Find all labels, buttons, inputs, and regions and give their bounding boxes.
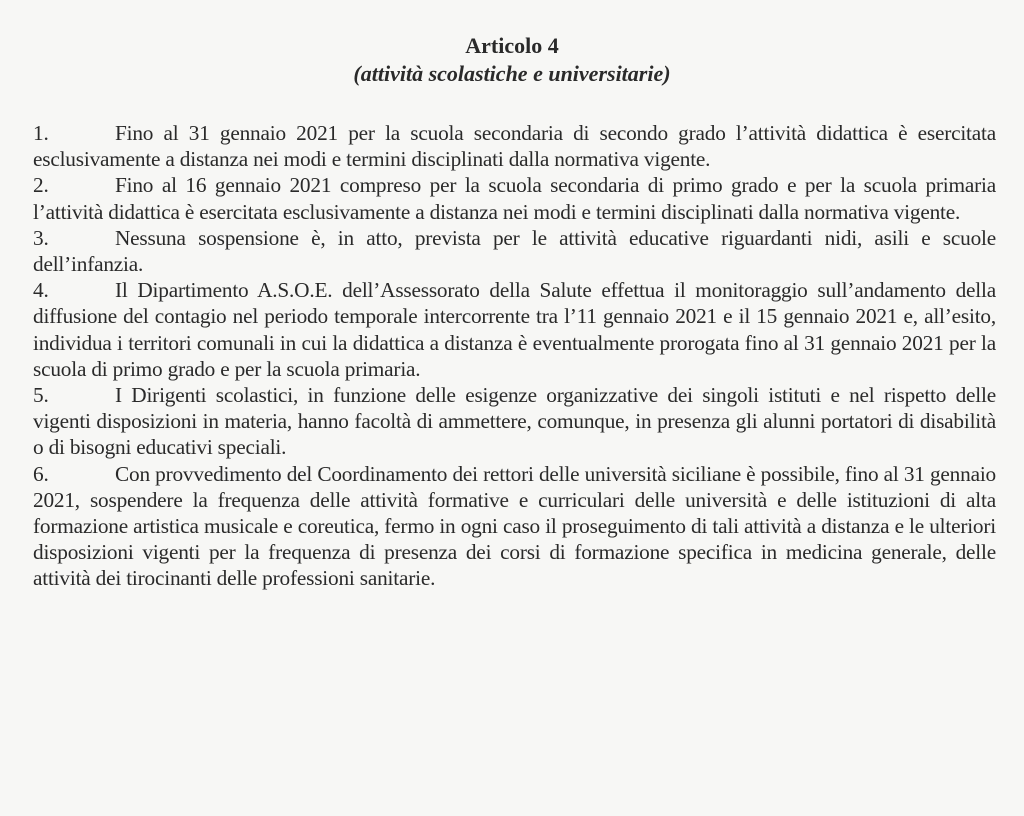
paragraph-text: Il Dipartimento A.S.O.E. dell’Assessorato della Salute effettua il monitoraggio sull’andamento della diffusione del contagio nel periodo temporale intercorrente tra l’11 gennaio 2021 e il 15 gennaio 2021 e, all’esito, individua i territori comunali in cui la didattica a distanza è eventualmente prorogata fino al 31 gennaio 2021 per la scuola di primo grado e per la scuola primaria. [33, 278, 996, 381]
paragraph-number: 2. [33, 173, 49, 198]
paragraph-number: 6. [33, 461, 49, 486]
paragraph-6 [33, 461, 996, 592]
paragraph-3 [33, 225, 996, 277]
paragraph-number: 1. [33, 121, 49, 145]
paragraph-text: Con provvedimento del Coordinamento dei rettori delle università siciliane è possibile, fino al 31 gennaio 2021, sospendere la frequenza delle attività formative e curriculari delle università e delle istituzioni di alta formazione artistica musicale e coreutica, fermo in ogni caso il proseguimento di tali attività a distanza e le ulteriori disposizioni vigenti per la frequenza di presenza dei corsi di formazione specifica in medicina generale, delle attività dei tirocinanti delle professioni sanitarie. [33, 461, 996, 591]
paragraph-number: 4. [33, 278, 49, 303]
paragraph-text: Nessuna sospensione è, in atto, prevista per le attività educative riguardanti nidi, asili e scuole dell’infanzia. [33, 225, 996, 277]
paragraph-number: 5. [33, 383, 49, 408]
paragraph-text: Fino al 16 gennaio 2021 compreso per la scuola secondaria di primo grado e per la scuola primaria l’attività didattica è esercitata esclusivamente a distanza nei modi e termini disciplinati dalla normativa vigente. [33, 173, 996, 224]
article-subtitle: (attività scolastiche e universitarie) [353, 61, 671, 86]
paragraph-5 [33, 382, 996, 461]
paragraph-text: Fino al 31 gennaio 2021 per la scuola secondaria di secondo grado l’attività didattica è esercitata esclusivamente a distanza nei modi e termini disciplinati dalla normativa vigente. [33, 121, 996, 172]
article-title: Articolo 4 [465, 33, 559, 58]
paragraph-text: I Dirigenti scolastici, in funzione delle esigenze organizzative dei singoli istituti e nel rispetto delle vigenti disposizioni in materia, hanno facoltà di ammettere, comunque, in presenza gli alunni portatori di disabilità o di bisogni educativi speciali. [33, 383, 996, 460]
article-body [33, 120, 996, 592]
paragraph-1 [33, 120, 996, 172]
paragraph-number: 3. [33, 225, 49, 250]
paragraph-2 [33, 172, 996, 224]
paragraph-4 [33, 277, 996, 382]
